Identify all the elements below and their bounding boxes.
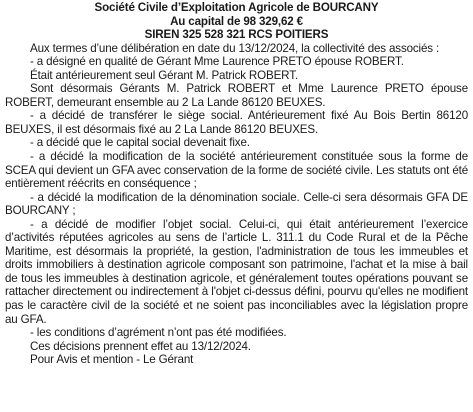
- intro-paragraph: Aux termes d’une délibération en date du 13/12/2024, la collectivité des associés :: [30, 41, 440, 55]
- capital-line: Au capital de 98 329,62 €: [170, 14, 303, 28]
- corporate-purpose-change: - a décidé de modifier l’objet social. Celui-ci, qui était antérieurement l’exercice d’activités réputées agricoles au sens de l’article L. 311.1 du Code Rural et de la Pêche Maritime, est désormais la propriété, la gestion, l'administration de tous les immeubles et droits immobiliers à destination agricole composant son patrimoine, l'achat et la mise à bail de tous les immeubles à destination agricole, et généralement toutes opérations pouvant se rattacher directement ou indirectement à l'objet ci-dessus défini, pourvu qu'elles ne modifient pas le caractère civil de la société et ne soient pas inconciliables avec la législation propre au GFA.: [5, 217, 468, 326]
- signature-line: Pour Avis et mention - Le Gérant: [30, 353, 194, 367]
- company-name: Société Civile d’Exploitation Agricole de BOURCANY: [94, 1, 379, 14]
- company-form-change: - a décidé la modification de la société antérieurement constituée sous la forme de SCEA qui devient un GFA avec conservation de la forme de société civile. Les statuts ont été entièrement réécrits en conséquence ;: [5, 150, 468, 191]
- head-office-transfer: - a décidé de transférer le siège social. Antérieurement fixé Au Bois Bertin 86120 BEUXES, il est désormais fixé au 2 La Lande 86120 BEUXES.: [5, 109, 468, 136]
- current-managers: Sont désormais Gérants M. Patrick ROBERT et Mme Laurence PRETO épouse ROBERT, demeurant ensemble au 2 La Lande 86120 BEUXES.: [5, 82, 468, 109]
- company-name-change: - a décidé la modification de la dénomination sociale. Celle-ci sera désormais GFA DE BOURCANY ;: [5, 190, 468, 218]
- siren-line: SIREN 325 528 321 RCS POITIERS: [144, 28, 329, 42]
- effective-date: Ces décisions prennent effet au 13/12/2024.: [30, 339, 251, 353]
- fixed-capital: - a décidé que le capital social devenait fixe.: [30, 136, 250, 150]
- manager-appointment: - a désigné en qualité de Gérant Mme Laurence PRETO épouse ROBERT.: [30, 55, 404, 69]
- approval-conditions: - les conditions d’agrément n’ont pas été modifiées.: [30, 326, 287, 340]
- previous-manager: Était antérieurement seul Gérant M. Patrick ROBERT.: [30, 68, 298, 82]
